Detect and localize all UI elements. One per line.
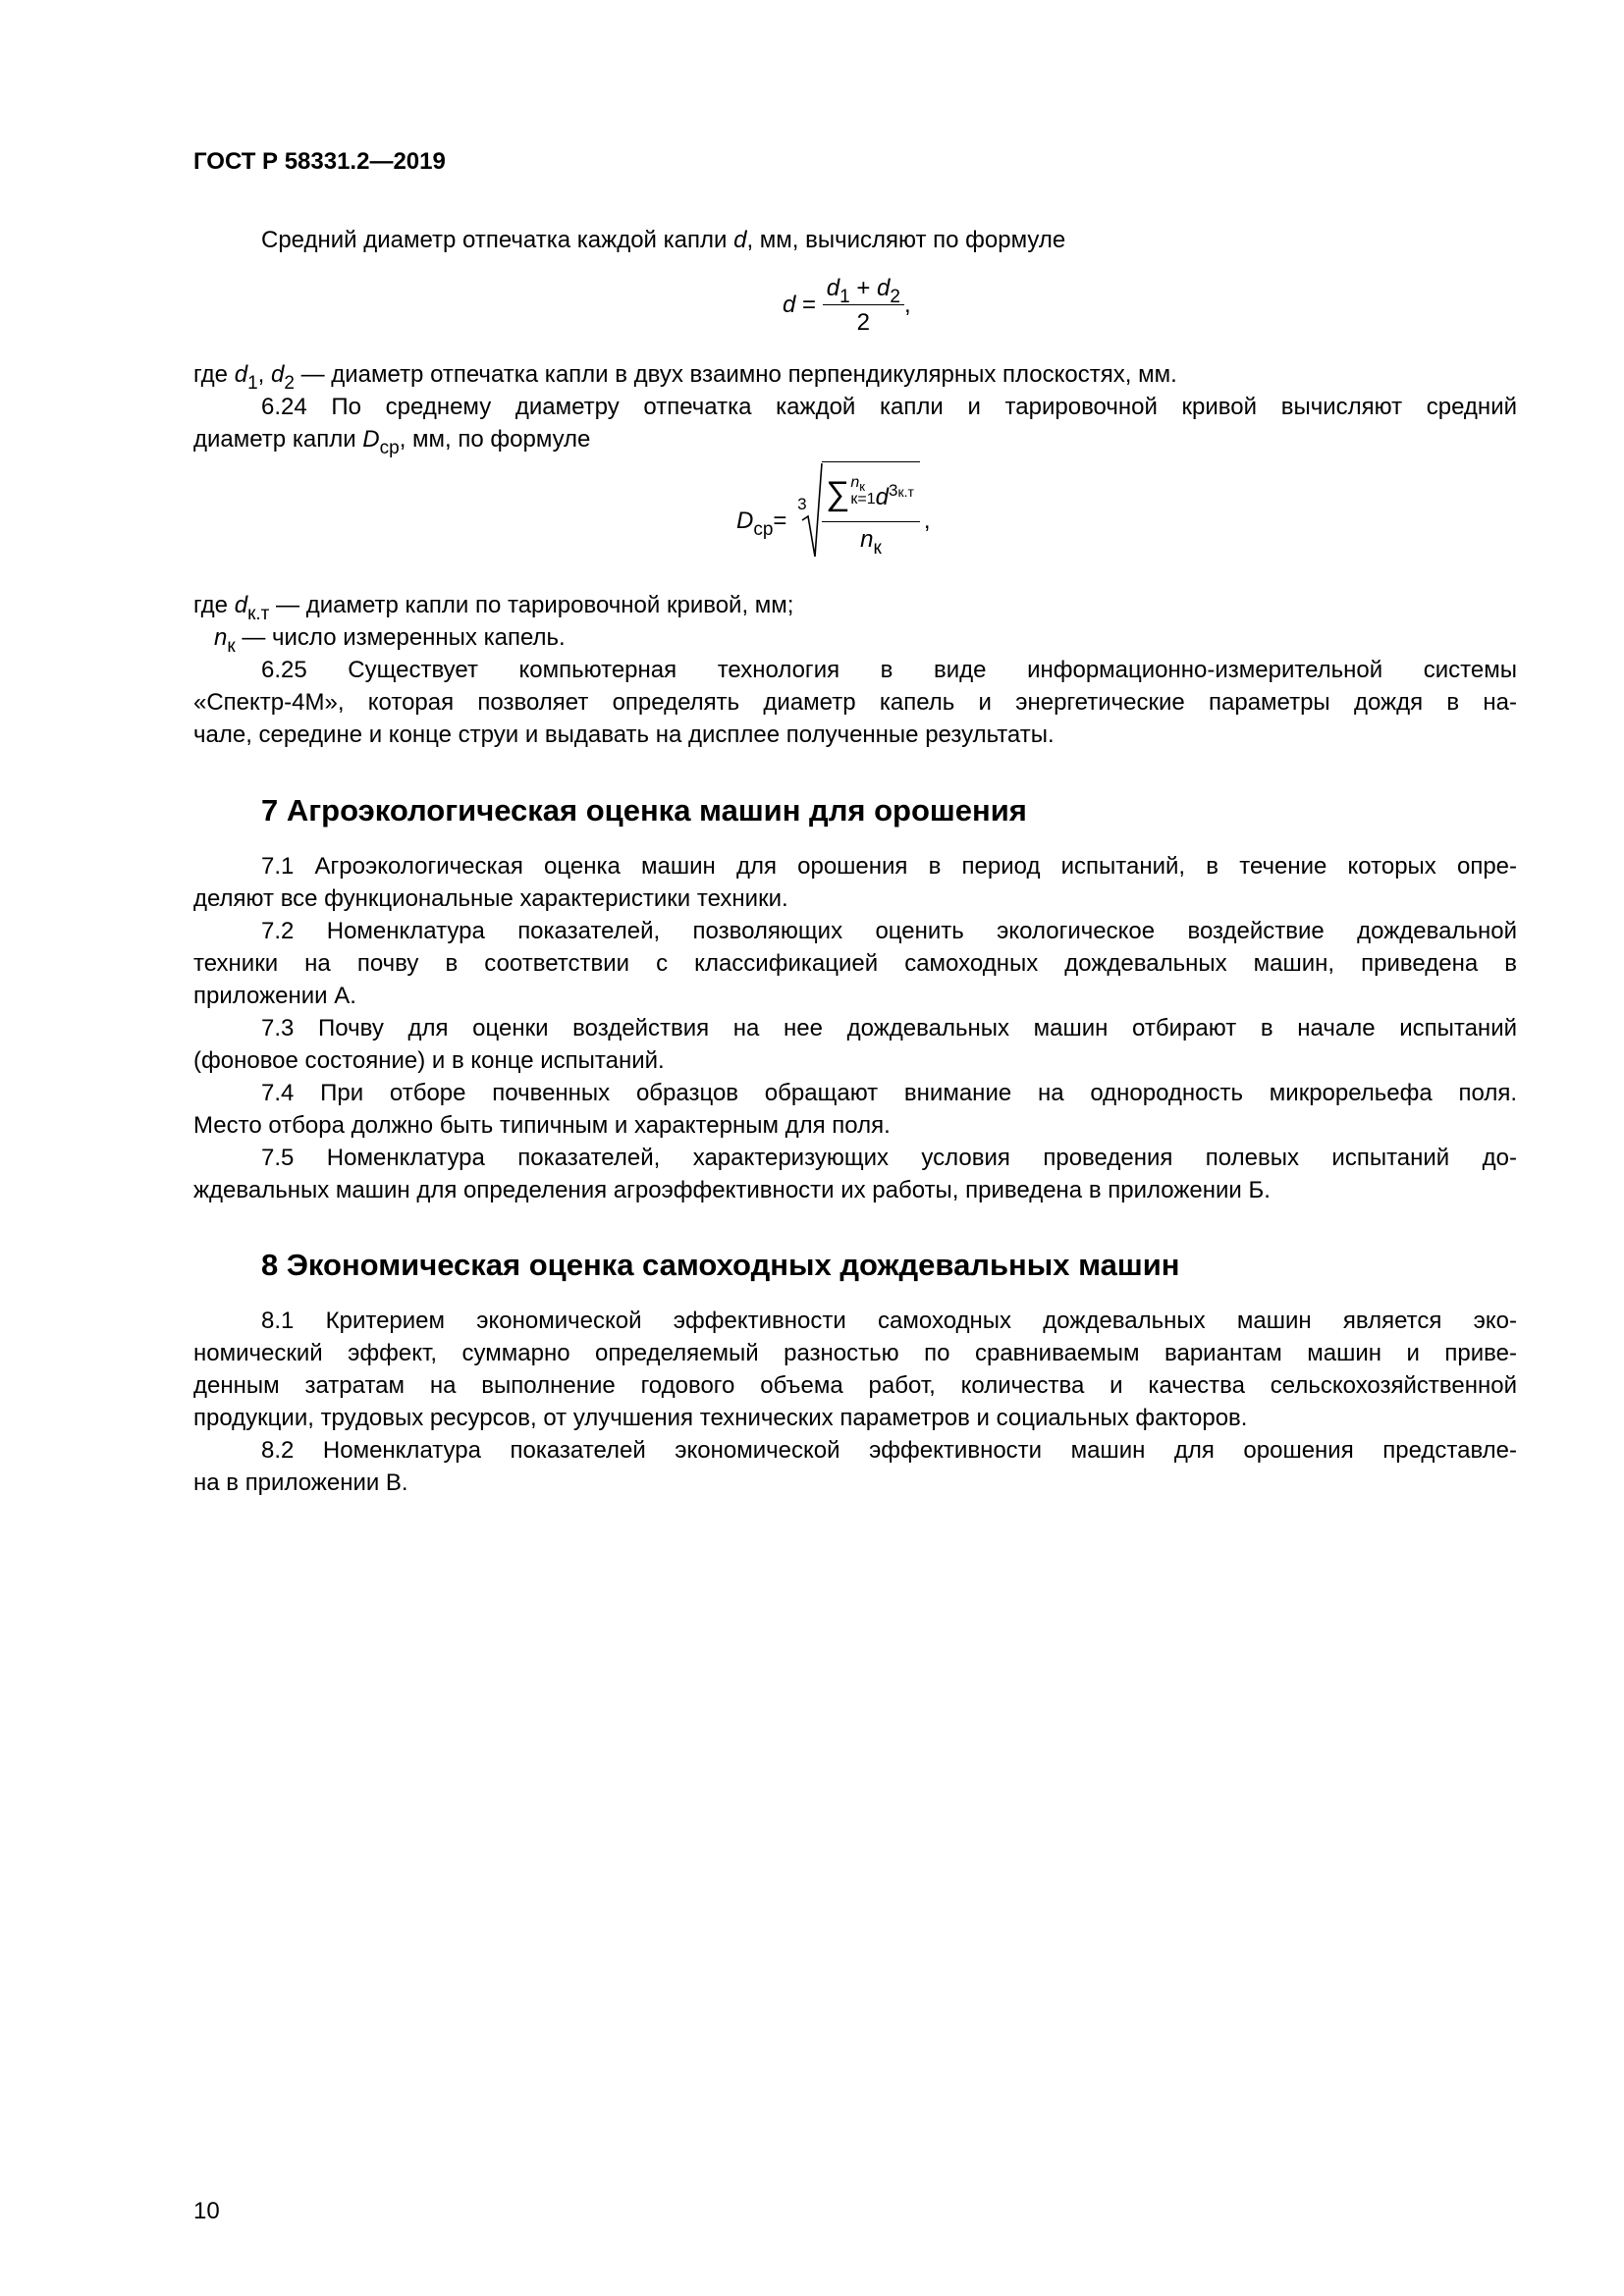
- formula-mean-drop-diameter: $D_{ср}=$ 3 ∑ $n_к$ к=1 $d^3_{к.т}$ $n_к$ ,: [736, 461, 931, 554]
- paragraph-8-1-line-3: денным затратам на выполнение годового объема работ, количества и качества сельскохозяйственной: [193, 1372, 1517, 1399]
- paragraph-6-25-line-2: «Спектр-4М», которая позволяет определять диаметр капель и энергетические параметры дождя в на-: [193, 689, 1517, 716]
- section-8-heading: 8 Экономическая оценка самоходных дождевальных машин: [261, 1248, 1180, 1282]
- paragraph-7-1-line-2: деляют все функциональные характеристики техники.: [193, 885, 788, 912]
- formula-numerator: $d_1 + d_2$: [823, 275, 904, 305]
- paragraph-7-2-line-2: техники на почву в соответствии с классификацией самоходных дождевальных машин, приведена в: [193, 950, 1517, 977]
- paragraph-7-4-line-1: 7.4 При отборе почвенных образцов обращают внимание на однородность микрорельефа поля.: [261, 1080, 1517, 1106]
- formula-lhs: d: [783, 291, 796, 318]
- paragraph-8-2-line-2: на в приложении В.: [193, 1469, 408, 1496]
- paragraph-7-2-line-3: приложении А.: [193, 983, 356, 1009]
- sum-sign: ∑: [826, 475, 850, 512]
- document-code: ГОСТ Р 58331.2—2019: [193, 148, 446, 175]
- formula2-trailing-comma: ,: [923, 507, 931, 534]
- paragraph-7-5-line-1: 7.5 Номенклатура показателей, характеризующих условия проведения полевых испытаний до-: [261, 1145, 1517, 1171]
- paragraph-8-1-line-4: продукции, трудовых ресурсов, от улучшения технических параметров и социальных факторов.: [193, 1405, 1248, 1431]
- formula-mean-diameter: [783, 275, 911, 337]
- paragraph-6-23-intro: Средний диаметр отпечатка каждой капли d, мм, вычисляют по формуле: [261, 227, 1066, 253]
- formula2-lhs: D: [736, 507, 754, 534]
- paragraph-6-24-line-1: 6.24 По среднему диаметру отпечатка каждой капли и тарировочной кривой вычисляют средний: [261, 394, 1517, 420]
- paragraph-8-1-line-2: номический эффект, суммарно определяемый разностью по сравниваемым вариантам машин и приве-: [193, 1340, 1517, 1366]
- where-clause-1: где $d_1$, $d_2$ — диаметр отпечатка капли в двух взаимно перпендикулярных плоскостях, мм.: [193, 361, 1177, 394]
- paragraph-6-24-line-2: диаметр капли $D_{ср}$, мм, по формуле: [193, 426, 591, 458]
- formula-denominator: 2: [856, 309, 871, 336]
- paragraph-7-3-line-1: 7.3 Почву для оценки воздействия на нее дождевальных машин отбирают в начале испытаний: [261, 1015, 1517, 1041]
- formula-trailing-comma: ,: [903, 291, 911, 318]
- where-clause-2b: $n_к$ — число измеренных капель.: [214, 624, 566, 657]
- formula2-radical: [797, 461, 920, 559]
- formula-fraction: [823, 275, 904, 337]
- radical-sign: [801, 461, 823, 560]
- paragraph-7-1-line-1: 7.1 Агроэкологическая оценка машин для орошения в период испытаний, в течение которых опре-: [261, 853, 1517, 880]
- formula2-equals: =: [773, 507, 787, 534]
- formula-equals: =: [802, 291, 817, 318]
- paragraph-7-5-line-2: ждевальных машин для определения агроэффективности их работы, приведена в приложении Б.: [193, 1177, 1271, 1203]
- sum-term: d: [875, 484, 889, 510]
- where-clause-2a: где $d_{к.т}$ — диаметр капли по тарировочной кривой, мм;: [193, 592, 794, 624]
- paragraph-7-4-line-2: Место отбора должно быть типичным и характерным для поля.: [193, 1112, 891, 1139]
- section-7-heading: 7 Агроэкологическая оценка машин для орошения: [261, 793, 1027, 828]
- paragraph-7-3-line-2: (фоновое состояние) и в конце испытаний.: [193, 1047, 665, 1074]
- paragraph-6-25-line-3: чале, середине и конце струи и выдавать на дисплее полученные результаты.: [193, 721, 1055, 748]
- root-index: 3: [797, 495, 807, 513]
- formula2-denominator: $n_к$: [860, 526, 882, 559]
- page-number: 10: [193, 2198, 220, 2224]
- paragraph-7-2-line-1: 7.2 Номенклатура показателей, позволяющих оценить экологическое воздействие дождевальной: [261, 918, 1517, 944]
- paragraph-8-2-line-1: 8.2 Номенклатура показателей экономической эффективности машин для орошения представле-: [261, 1437, 1517, 1464]
- paragraph-6-25-line-1: 6.25 Существует компьютерная технология в виде информационно-измерительной системы: [261, 657, 1517, 683]
- formula2-numerator: ∑ $n_к$ к=1 $d^3_{к.т}$: [822, 466, 920, 522]
- paragraph-8-1-line-1: 8.1 Критерием экономической эффективности самоходных дождевальных машин является эко-: [261, 1308, 1517, 1334]
